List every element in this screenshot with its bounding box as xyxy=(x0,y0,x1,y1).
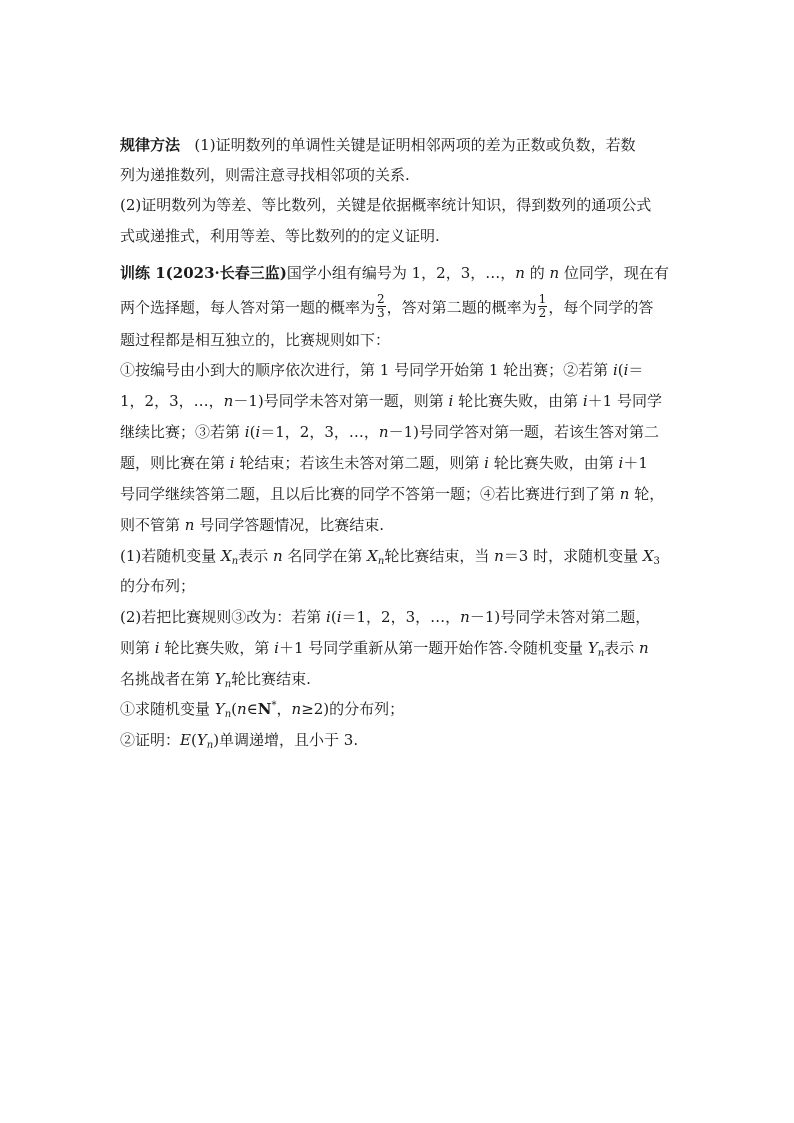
training-line-3: 题过程都是相互独立的，比赛规则如下： xyxy=(120,331,391,349)
fraction-one-half: $\frac{1}{2}$ xyxy=(538,292,547,320)
training-line-1: 训练 1(2023·长春三监)国学小组有编号为 1，2，3，…，n 的 n 位同学，现在有 xyxy=(120,264,669,282)
subquestion-1: ①求随机变量 $Y_n(n\in N^*$，n≥2)的分布列； xyxy=(120,700,405,720)
training-line-4: ①按编号由小到大的顺序依次进行，第 1 号同学开始第 1 轮出赛；②若第 i(i＝ xyxy=(120,361,644,379)
subquestion-2: ②证明：$E(Y_n)$单调递增，且小于 3. xyxy=(120,731,359,751)
training-line-9: 则不管第 n 号同学答题情况，比赛结束. xyxy=(120,516,384,534)
method-line-4: 式或递推式，利用等差、等比数列的的定义证明. xyxy=(120,227,440,245)
training-line-7: 题，则比赛在第 i 轮结束；若该生未答对第二题，则第 i 轮比赛失败，由第 i＋1 xyxy=(120,454,648,472)
question-1-line-2: 的分布列； xyxy=(120,577,196,595)
training-line-2: 两个选择题，每人答对第一题的概率为 $\frac{2}{3}$ ，答对第二题的概率为 $\frac{1}{2}$ ，每个同学的答 xyxy=(120,292,654,320)
training-heading: 训练 1 xyxy=(120,264,166,282)
question-1-line-1: (1)若随机变量 $X_n$表示 n 名同学在第 $X_n$轮比赛结束，当 n＝3 时，求随机变量 $X_3$ xyxy=(120,547,660,567)
method-line-3: (2)证明数列为等差、等比数列，关键是依据概率统计知识，得到数列的通项公式 xyxy=(120,196,652,214)
method-text: (1)证明数列的单调性关键是证明相邻两项的差为正数或负数，若数 xyxy=(194,136,636,154)
method-heading: 规律方法 xyxy=(120,136,181,154)
method-line-1 xyxy=(120,135,636,155)
method-line-2: 列为递推数列，则需注意寻找相邻项的关系. xyxy=(120,166,410,184)
question-2-line-3: 名挑战者在第 $Y_n$轮比赛结束. xyxy=(120,670,311,690)
training-line-5: 1，2，3，…，n－1)号同学未答对第一题，则第 i 轮比赛失败，由第 i＋1 号同学 xyxy=(120,392,662,410)
training-line-6: 继续比赛；③若第 i(i＝1，2，3，…，n－1)号同学答对第一题，若该生答对第二 xyxy=(120,423,659,441)
fraction-two-thirds: $\frac{2}{3}$ xyxy=(377,292,385,320)
training-line-8: 号同学继续答第二题，且以后比赛的同学不答第一题；④若比赛进行到了第 n 轮， xyxy=(120,485,665,503)
question-2-line-2: 则第 i 轮比赛失败，第 i＋1 号同学重新从第一题开始作答.令随机变量 $Y_n$表示 n xyxy=(120,639,649,659)
training-source: (2023·长春三监) xyxy=(165,264,287,282)
question-2-line-1: (2)若把比赛规则③改为：若第 i(i＝1，2，3，…，n－1)号同学未答对第二题， xyxy=(120,608,651,626)
